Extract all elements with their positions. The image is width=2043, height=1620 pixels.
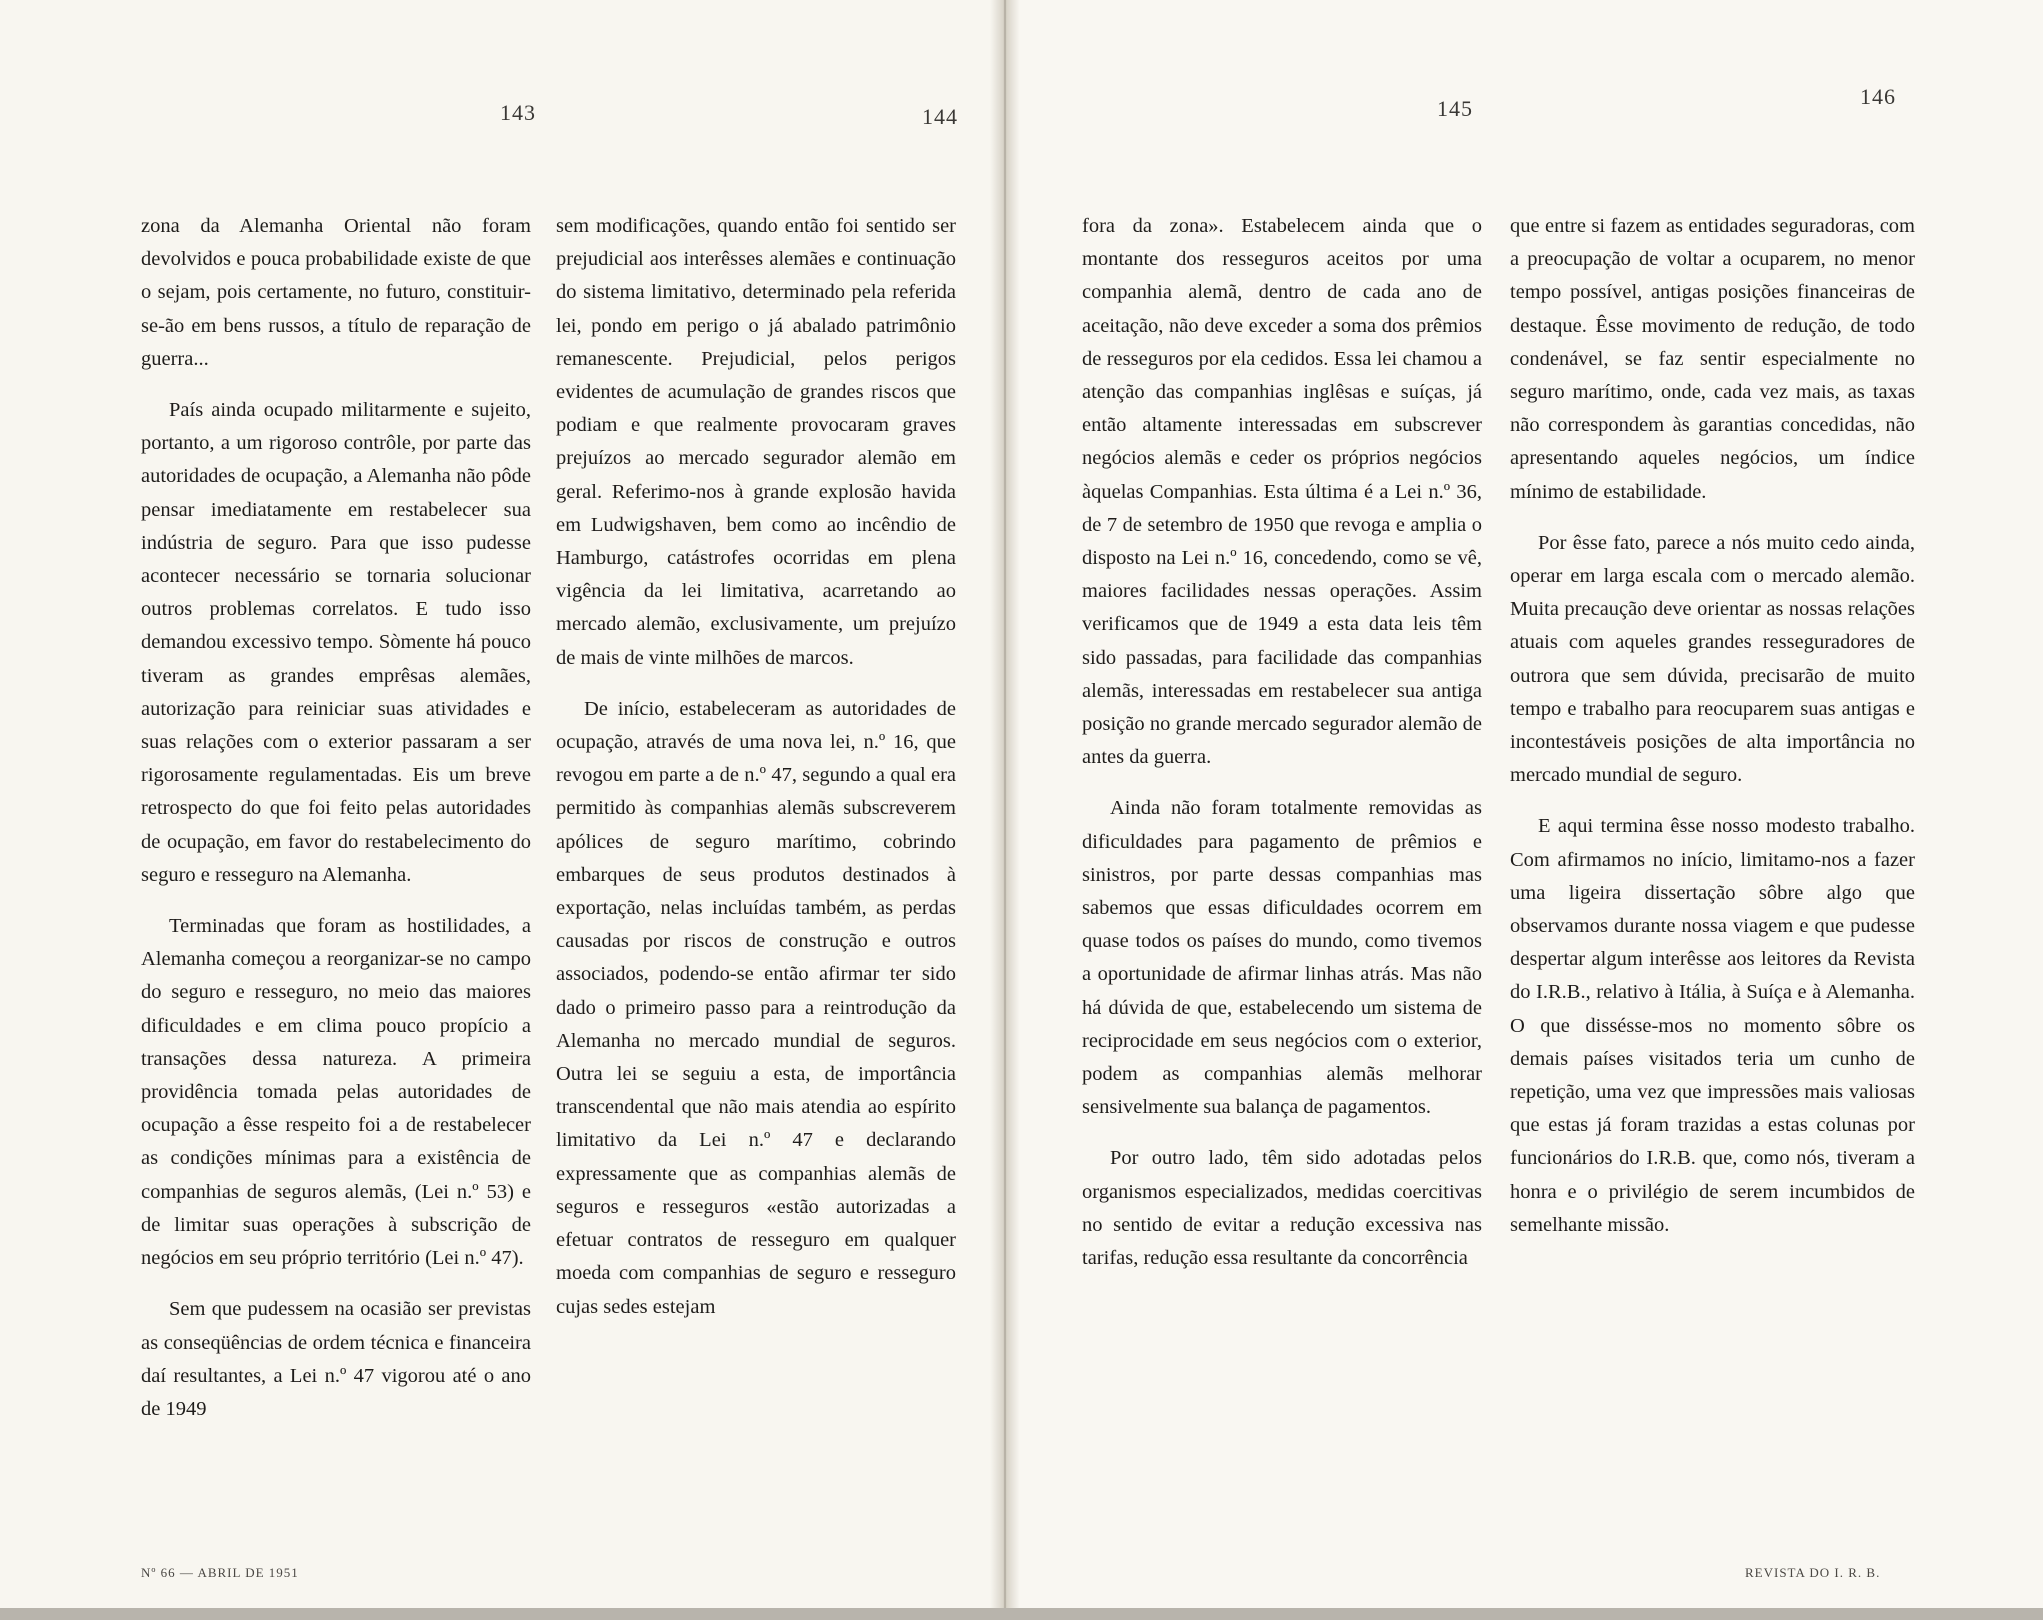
page-number-145: 145: [1437, 96, 1473, 121]
paragraph: Ainda não foram totalmente removidas as dificuldades para pagamento de prêmios e sinistros, por parte dessas companhias mas sabemos que essas dificuldades ocorrem em quase todos os países do mundo, como tivemos a oportunidade de afirmar linhas atrás. Mas não há dúvida de que, estabelecendo um sistema de reciprocidade em seus negócios com o exterior, podem as companhias alemãs melhorar sensivelmente sua balança de pagamentos.: [1082, 797, 1482, 1119]
text-column-2: [556, 210, 956, 1342]
paragraph: País ainda ocupado militarmente e sujeito, portanto, a um rigoroso contrôle, por parte das autoridades de ocupação, a Alemanha não pôde pensar imediatamente em restabelecer sua indústria de seguro. Para que isso pudesse acontecer necessário se tornaria solucionar outros problemas correlatos. E tudo isso demandou excessivo tempo. Sòmente há pouco tiveram as grandes emprêsas alemães, autorização para reiniciar suas atividades e suas relações com o exterior passaram a ser rigorosamente regulamentadas. Eis um breve retrospecto do que foi feito pelas autoridades de ocupação, em favor do restabelecimento do seguro e resseguro na Alemanha.: [141, 399, 531, 886]
footer-issue: Nº 66 — ABRIL DE 1951: [141, 1565, 299, 1580]
text-column-3: [1082, 210, 1482, 1293]
paragraph: Por êsse fato, parece a nós muito cedo ainda, operar em larga escala com o mercado alemão. Muita precaução deve orientar as nossas relações atuais com aqueles grandes resseguradores de outrora que sem dúvida, precisarão de muito tempo e trabalho para reocuparem suas antigas e incontestáveis posições de alta importância no mercado mundial de seguro.: [1510, 531, 1915, 787]
paragraph: De início, estabeleceram as autoridades de ocupação, através de uma nova lei, n.º 16, que revogou em parte a de n.º 47, segundo a qual era permitido às companhias alemãs subscreverem apólices de seguro marítimo, cobrindo embarques de seus produtos destinados à exportação, nelas incluídas também, as perdas causadas por riscos de construção e outros associados, podendo-se então afirmar ter sido dado o primeiro passo para a reintrodução da Alemanha no mercado mundial de seguros. Outra lei se seguiu a esta, de importância transcendental que não mais atendia ao espírito limitativo da Lei n.º 47 e declarando expressamente que as companhias alemãs de seguros e resseguros «estão autorizadas a efetuar contratos de resseguro em qualquer moeda com companhias de seguro e resseguro cujas sedes estejam: [556, 697, 956, 1318]
page-number-144: 144: [922, 104, 958, 129]
page-number-143: 143: [500, 100, 536, 125]
paragraph: que entre si fazem as entidades seguradoras, com a preocupação de voltar a ocuparem, no menor tempo possível, antigas posições financeiras de destaque. Êsse movimento de redução, de todo condenável, se faz sentir especialmente no seguro marítimo, onde, cada vez mais, as taxas não correspondem às garantias concedidas, não apresentando aqueles negócios, um índice mínimo de estabilidade.: [1510, 215, 1915, 503]
text-column-1: [141, 210, 531, 1444]
text-column-4: [1510, 210, 1915, 1260]
page-number-146: 146: [1860, 84, 1896, 109]
paragraph: E aqui termina êsse nosso modesto trabalho. Com afirmamos no início, limitamo-nos a fazer uma ligeira dissertação sôbre algo que observamos durante nossa viagem e que pudesse despertar algum interêsse aos leitores da Revista do I.R.B., relativo à Itália, à Suíça e à Alemanha. O que dissésse-mos no momento sôbre os demais países visitados teria um cunho de repetição, uma vez que impressões mais valiosas que estas já foram trazidas a estas colunas por funcionários do I.R.B. que, como nós, tiveram a honra e o privilégio de serem incumbidos de semelhante missão.: [1510, 815, 1915, 1236]
paragraph: Por outro lado, têm sido adotadas pelos organismos especializados, medidas coercitivas no sentido de evitar a redução excessiva nas tarifas, redução essa resultante da concorrência: [1082, 1147, 1482, 1270]
paragraph: fora da zona». Estabelecem ainda que o montante dos resseguros aceitos por uma companhia alemã, dentro de cada ano de aceitação, não deve exceder a soma dos prêmios de resseguros por ela cedidos. Essa lei chamou a atenção das companhias inglêsas e suíças, já então altamente interessadas em subscrever negócios alemãs e ceder os próprios negócios àquelas Companhias. Esta última é a Lei n.º 36, de 7 de setembro de 1950 que revoga e amplia o disposto na Lei n.º 16, concedendo, como se vê, maiores facilidades nessas operações. Assim verificamos que de 1949 a esta data leis têm sido passadas, para facilidade das companhias alemãs, interessadas em restabelecer sua antiga posição no grande mercado segurador alemão de antes da guerra.: [1082, 215, 1482, 769]
footer-journal: REVISTA DO I. R. B.: [1745, 1565, 1881, 1580]
scan-edge: [0, 1608, 2043, 1620]
paragraph: Sem que pudessem na ocasião ser previstas as conseqüências de ordem técnica e financeira daí resultantes, a Lei n.º 47 vigorou até o ano de 1949: [141, 1298, 531, 1420]
paragraph: sem modificações, quando então foi sentido ser prejudicial aos interêsses alemães e continuação do sistema limitativo, determinado pela referida lei, pondo em perigo o já abalado patrimônio remanescente. Prejudicial, pelos perigos evidentes de acumulação de grandes riscos que podiam e que realmente provocaram graves prejuízos ao mercado segurador alemão em geral. Referimo-nos à grande explosão havida em Ludwigshaven, bem como ao incêndio de Hamburgo, catástrofes ocorridas em plena vigência da lei limitativa, acarretando ao mercado alemão, exclusivamente, um prejuízo de mais de vinte milhões de marcos.: [556, 215, 956, 669]
paragraph: zona da Alemanha Oriental não foram devolvidos e pouca probabilidade existe de que o sejam, pois certamente, no futuro, constituir-se-ão em bens russos, a título de reparação de guerra...: [141, 215, 531, 370]
paragraph: Terminadas que foram as hostilidades, a Alemanha começou a reorganizar-se no campo do seguro e resseguro, no meio das maiores dificuldades e em clima pouco propício a transações dessa natureza. A primeira providência tomada pelas autoridades de ocupação a êsse respeito foi a de restabelecer as condições mínimas para a existência de companhias de seguros alemãs, (Lei n.º 53) e de limitar suas operações à subscrição de negócios em seu próprio território (Lei n.º 47).: [141, 915, 531, 1270]
book-gutter: [990, 0, 1020, 1608]
